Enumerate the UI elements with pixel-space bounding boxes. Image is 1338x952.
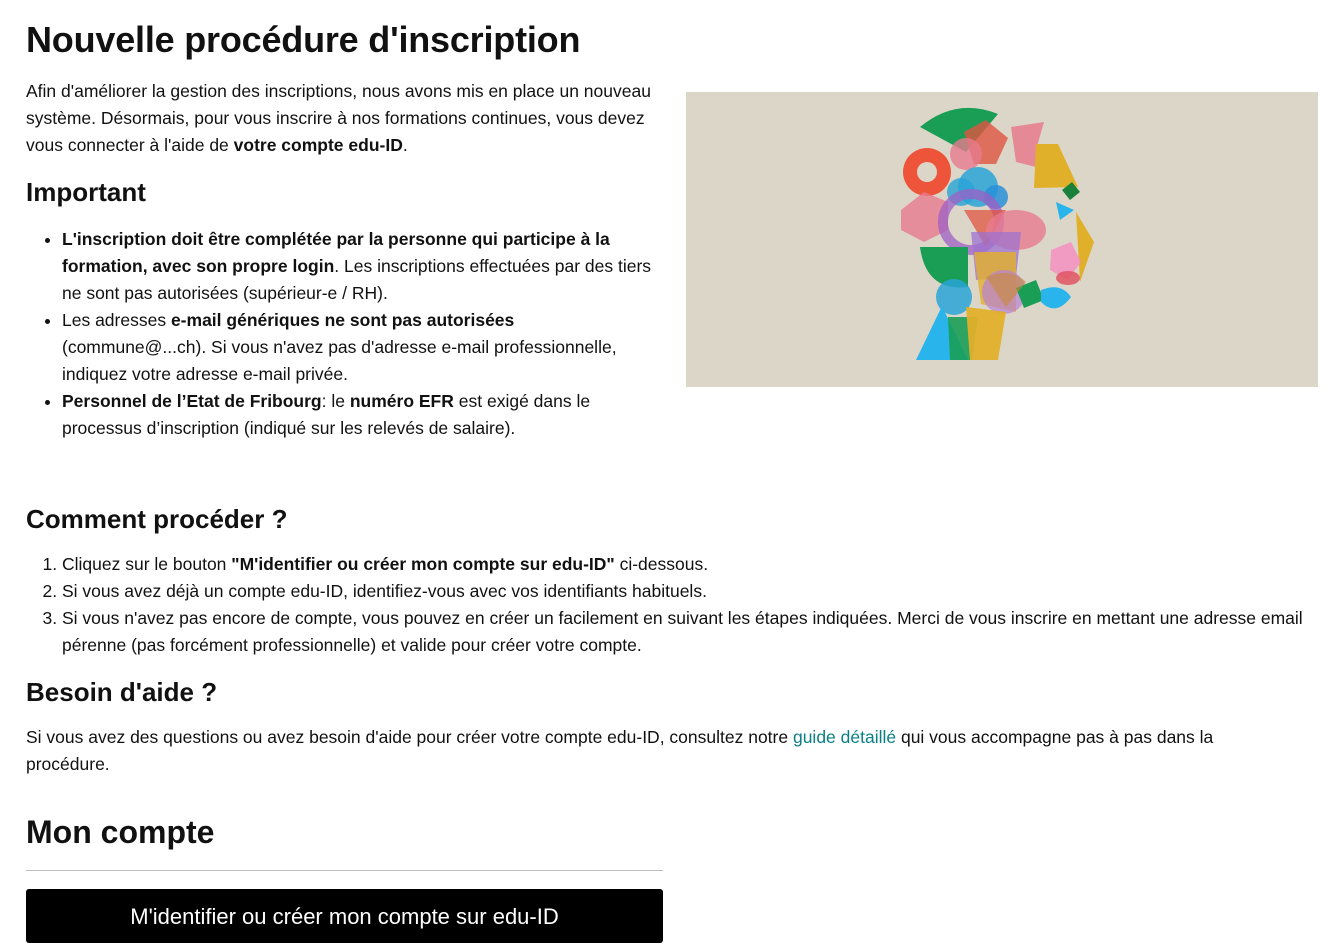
how-heading: Comment procéder ?: [26, 504, 288, 534]
important-heading: Important: [26, 177, 146, 207]
list-item: • Personnel de l’Etat de Fribourg: le numéro EFR est exigé dans le processus d’inscription (indiqué sur les relevés de salaire).: [62, 388, 662, 442]
help-text: Si vous avez des questions ou avez besoin d'aide pour créer votre compte edu-ID, consultez notre guide détaillé qui vous accompagne pas à pas dans la procédure.: [26, 727, 1214, 774]
help-heading: Besoin d'aide ?: [26, 677, 218, 707]
hero-illustration: [686, 92, 1318, 387]
page-title: Nouvelle procédure d'inscription: [26, 19, 581, 60]
list-item: • L'inscription doit être complétée par la personne qui participe à la formation, avec son propre login. Les inscriptions effectuées par des tiers ne sont pas autorisées (supérieur-e / RH).: [62, 226, 662, 307]
divider: [26, 870, 663, 871]
account-heading: Mon compte: [26, 814, 215, 850]
list-item: 1. Cliquez sur le bouton "M'identifier ou créer mon compte sur edu-ID" ci-dessous.: [62, 551, 1318, 578]
guide-link[interactable]: guide détaillé: [792, 727, 897, 747]
intro-bold: votre compte edu-ID: [233, 135, 403, 155]
intro-text: Afin d'améliorer la gestion des inscriptions, nous avons mis en place un nouveau système. Désormais, pour vous inscrire à nos formations continues, vous devez vous connecter à l'aide de votre compte edu-ID.: [26, 81, 651, 155]
important-list: [26, 226, 662, 442]
head-shapes-illustration: [686, 92, 1318, 387]
list-item: • Les adresses e-mail génériques ne sont pas autorisées (commune@...ch). Si vous n'avez pas d'adresse e-mail professionnelle, indiquez votre adresse e-mail privée.: [62, 307, 662, 388]
login-edu-id-button[interactable]: M'identifier ou créer mon compte sur edu-ID: [26, 889, 663, 943]
list-item: 3. Si vous n'avez pas encore de compte, vous pouvez en créer un facilement en suivant les étapes indiquées. Merci de vous inscrire en mettant une adresse email pérenne (pas forcément professionnelle) et valide pour créer votre compte.: [62, 605, 1318, 659]
list-item: 2. Si vous avez déjà un compte edu-ID, identifiez-vous avec vos identifiants habituels.: [62, 578, 1318, 605]
steps-list: [26, 551, 1318, 659]
